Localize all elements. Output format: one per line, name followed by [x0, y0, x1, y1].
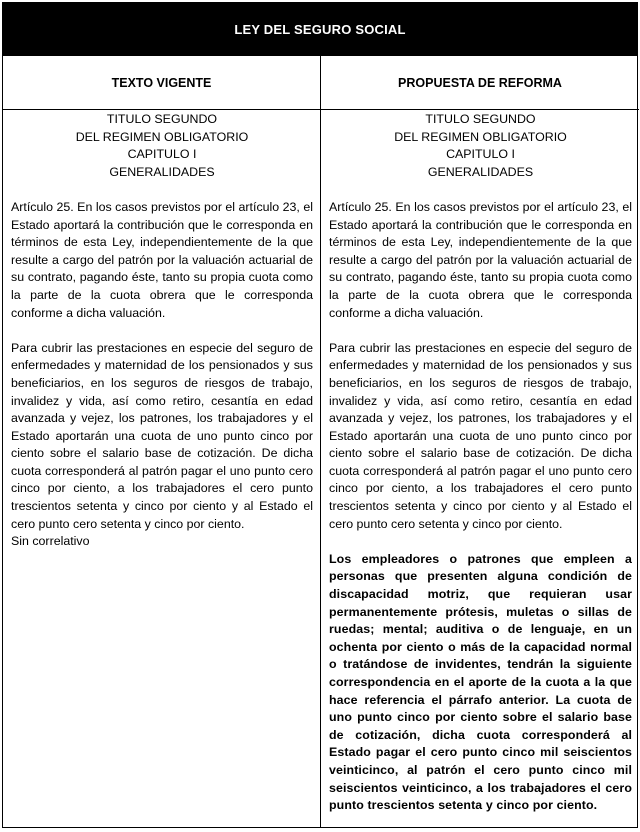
article-paragraph: Artículo 25. En los casos previstos por el artículo 23, el Estado aportará la contribución que le corresponda en términos de esta Ley, independientemente de la que resulte a cargo del patrón por la valuación actuarial de su contrato, pagando éste, tanto su propia cuota como la parte de la cuota obrera que le corresponda conforme a dicha valuación. [329, 199, 632, 320]
section-heading [329, 111, 632, 181]
column-header-texto-vigente: TEXTO VIGENTE [3, 56, 321, 110]
texto-vigente-cell [3, 110, 321, 827]
document-title: LEY DEL SEGURO SOCIAL [2, 2, 638, 56]
heading-line: GENERALIDADES [427, 164, 534, 179]
heading-line: DEL REGIMEN OBLIGATORIO [75, 129, 249, 144]
column-header-propuesta-reforma: PROPUESTA DE REFORMA [321, 56, 639, 110]
contribution-paragraph: Para cubrir las prestaciones en especie del seguro de enfermedades y maternidad de los pensionados y sus beneficiarios, en los seguros de riesgos de trabajo, invalidez y vida, así como retiro, cesantía en edad avanzada y vejez, los patrones, los trabajadores y el Estado aportarán una cuota de uno punto cinco por ciento sobre el salario base de cotización. De dicha cuota corresponderá al patrón pagar el uno punto cero cinco por ciento, a los trabajadores el cero punto trescientos setenta y cinco por ciento y al Estado el cero punto cero setenta y cinco por ciento. [329, 340, 632, 531]
heading-line: DEL REGIMEN OBLIGATORIO [394, 129, 567, 144]
sin-correlativo-note: Sin correlativo [11, 534, 90, 549]
section-heading [11, 111, 313, 181]
heading-line: GENERALIDADES [109, 164, 215, 179]
propuesta-reforma-cell [321, 110, 639, 827]
heading-line: TITULO SEGUNDO [425, 112, 536, 126]
heading-line: CAPITULO I [127, 147, 197, 162]
contribution-paragraph: Para cubrir las prestaciones en especie del seguro de enfermedades y maternidad de los pensionados y sus beneficiarios, en los seguros de riesgos de trabajo, invalidez y vida, así como retiro, cesantía en edad avanzada y vejez, los patrones, los trabajadores y el Estado aportarán una cuota de uno punto cinco por ciento sobre el salario base de cotización. De dicha cuota corresponderá al patrón pagar el uno punto cero cinco por ciento, a los trabajadores el cero punto trescientos setenta y cinco por ciento y al Estado el cero punto cero setenta y cinco por ciento. [11, 340, 313, 531]
heading-line: TITULO SEGUNDO [106, 112, 218, 126]
comparison-table [2, 56, 638, 828]
article-paragraph: Artículo 25. En los casos previstos por el artículo 23, el Estado aportará la contribución que le corresponda en términos de esta Ley, independientemente de la que resulte a cargo del patrón por la valuación actuarial de su contrato, pagando éste, tanto su propia cuota como la parte de la cuota obrera que le corresponda conforme a dicha valuación. [11, 199, 313, 320]
heading-line: CAPITULO I [446, 147, 515, 162]
reform-proposal-paragraph: Los empleadores o patrones que empleen a personas que presenten alguna condición de discapacidad motriz, que requieran usar permanentemente prótesis, muletas o sillas de ruedas; mental; auditiva o de lenguaje, en un ochenta por ciento o más de la capacidad normal o tratándose de invidentes, tendrán la siguiente correspondencia en el aporte de la cuota a la que hace referencia el párrafo anterior. La cuota de uno punto cinco por ciento sobre el salario base de cotización, dicha cuota corresponderá al Estado pagar el cero punto cinco mil seiscientos veinticinco, al patrón el cero punto cinco mil seiscientos veinticinco, a los trabajadores el cero punto trescientos setenta y cinco por ciento. [329, 551, 632, 813]
